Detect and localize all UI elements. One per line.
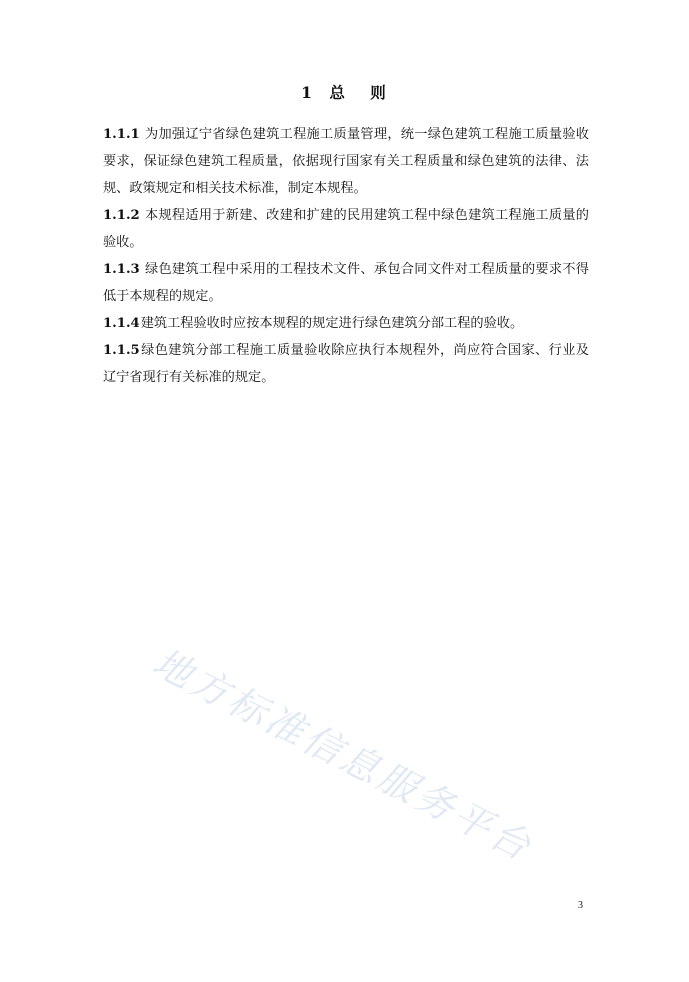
- chapter-number: 1: [301, 83, 314, 102]
- clause-1-1-5: [103, 337, 589, 391]
- clause-number: 1.1.2: [103, 208, 140, 223]
- watermark: 地方标准信息服务平台: [145, 640, 541, 870]
- chapter-title-part1: 总: [329, 83, 347, 102]
- page-number: 3: [578, 900, 583, 911]
- clause-1-1-1: [103, 121, 589, 202]
- chapter-title: [0, 81, 689, 103]
- clause-text: 绿色建筑工程中采用的工程技术文件、承包合同文件对工程质量的要求不得低于本规程的规定。: [103, 262, 589, 304]
- clause-1-1-2: [103, 202, 589, 256]
- clause-text: 绿色建筑分部工程施工质量验收除应执行本规程外，尚应符合国家、行业及辽宁省现行有关标准的规定。: [103, 343, 589, 385]
- chapter-title-part2: 则: [370, 83, 388, 102]
- clause-list: [103, 121, 589, 391]
- clause-text: 本规程适用于新建、改建和扩建的民用建筑工程中绿色建筑工程施工质量的验收。: [103, 208, 589, 250]
- clause-number: 1.1.5: [103, 343, 140, 358]
- clause-text: 建筑工程验收时应按本规程的规定进行绿色建筑分部工程的验收。: [140, 316, 524, 331]
- clause-number: 1.1.4: [103, 316, 140, 331]
- clause-1-1-4: [103, 310, 589, 337]
- clause-1-1-3: [103, 256, 589, 310]
- clause-text: 为加强辽宁省绿色建筑工程施工质量管理，统一绿色建筑工程施工质量验收要求，保证绿色建筑工程质量，依据现行国家有关工程质量和绿色建筑的法律、法规、政策规定和相关技术标准，制定本规程。: [103, 127, 589, 196]
- clause-number: 1.1.3: [103, 262, 140, 277]
- clause-number: 1.1.1: [103, 127, 140, 142]
